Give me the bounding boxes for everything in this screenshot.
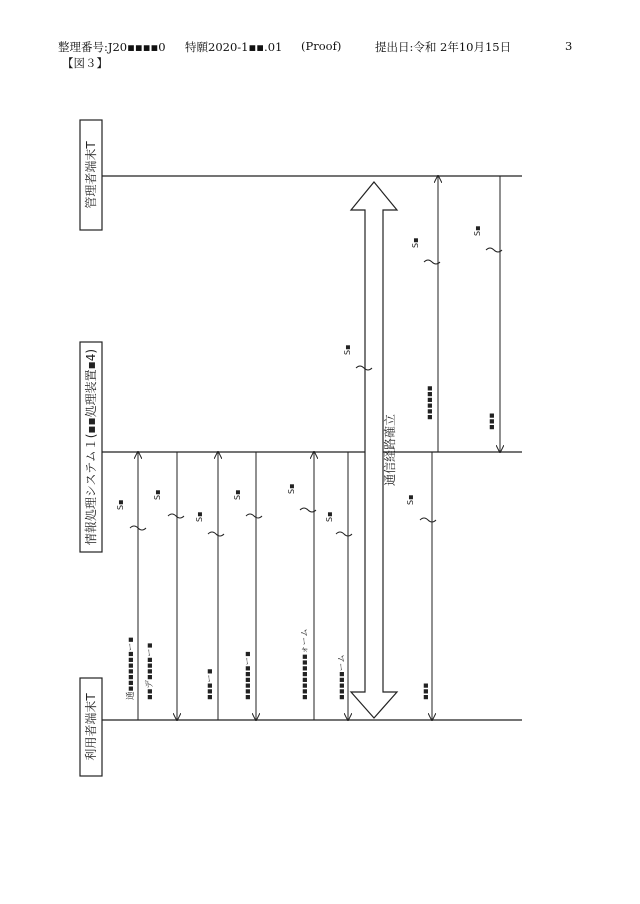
step-squiggle-3: [208, 532, 224, 536]
step-label-1: S▪: [116, 499, 125, 510]
step-label-6: S▪: [325, 511, 334, 522]
step-label-9: S▪: [473, 225, 482, 236]
step-squiggle-6: [336, 532, 352, 536]
message-label-6: ▪▪▪▪▪ーム: [337, 654, 347, 700]
step-label-4: S▪: [233, 489, 242, 500]
message-label-4: ▪▪▪▪▪▪ー▪: [243, 651, 253, 700]
message-label-9: ▪▪▪: [487, 412, 497, 430]
submission-date: 提出日:令和 2年10月15日: [375, 40, 512, 54]
step-label-center: S▪: [343, 344, 352, 355]
message-label-5: ▪▪▪▪▪▪▪▪ォーム: [300, 628, 310, 700]
step-label-2: S▪: [153, 489, 162, 500]
processing-system-label: 情報処理システム１(▪▪処理装置▪4): [84, 348, 98, 546]
step-label-8: S▪: [411, 237, 420, 248]
page-number: 3: [565, 39, 573, 53]
reference-number: 整理番号:J20▪▪▪▪0: [58, 40, 166, 54]
establish-label: 通信経路確立: [383, 413, 397, 487]
user-terminal-label: 利用者端末T: [84, 693, 98, 761]
step-label-5: S▪: [287, 483, 296, 494]
message-label-8: ▪▪▪▪▪▪: [425, 385, 435, 420]
step-label-3: S▪: [195, 511, 204, 522]
message-label-1: 通▪▪▪▪▪▪▪ー▪: [126, 636, 136, 700]
step-squiggle-7: [420, 518, 436, 522]
figure-label: 【図３】: [62, 56, 108, 70]
step-squiggle-2: [168, 514, 184, 518]
proof-mark: (Proof): [301, 39, 342, 53]
application-number: 特願2020-1▪▪.01: [185, 40, 283, 54]
step-label-7: S▪: [406, 494, 415, 505]
message-label-3: ▪▪▪ー▪: [205, 668, 215, 700]
step-labels-left: [116, 484, 352, 537]
message-label-7: ▪▪▪: [421, 682, 431, 700]
message-label-2: ▪▪デ▪▪▪▪ー▪: [145, 642, 155, 700]
step-labels-right: [406, 226, 502, 701]
step-squiggle-4: [246, 514, 262, 518]
admin-terminal-label: 管理者端末T: [84, 141, 98, 209]
